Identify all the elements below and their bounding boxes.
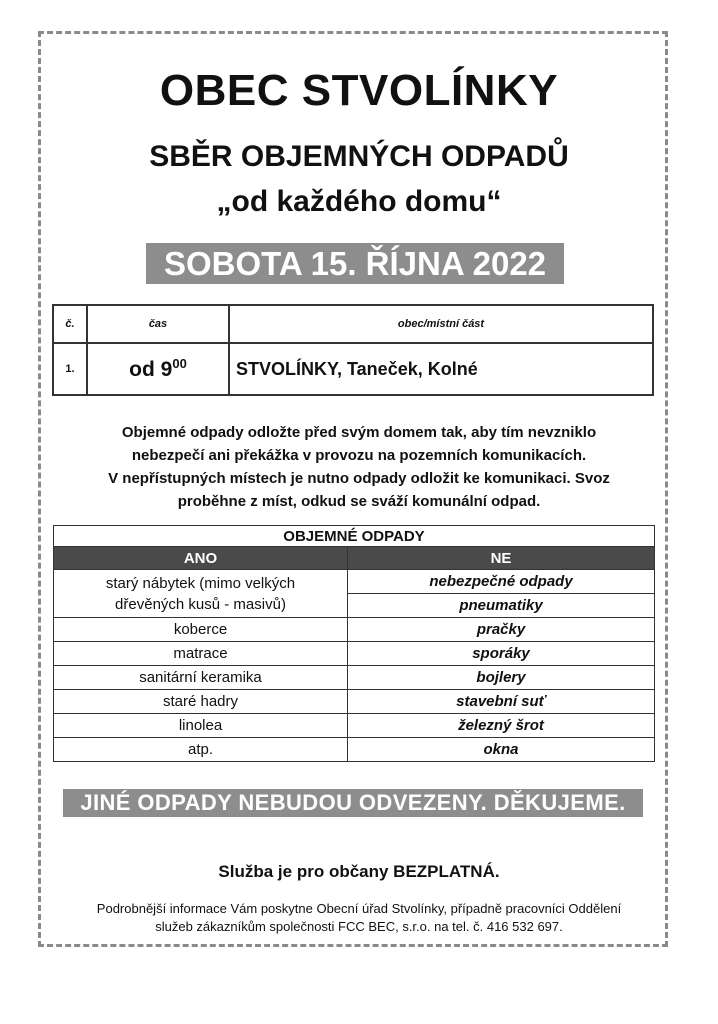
table-row bbox=[54, 714, 655, 738]
no-item: bojlery bbox=[348, 666, 655, 690]
waste-table-caption-row bbox=[54, 526, 655, 547]
no-item: okna bbox=[348, 738, 655, 762]
no-column-header: NE bbox=[348, 547, 655, 570]
waste-table bbox=[53, 525, 655, 762]
yes-item-furniture-line1: starý nábytek (mimo velkých bbox=[105, 574, 296, 592]
no-item: železný šrot bbox=[348, 714, 655, 738]
contact-info bbox=[0, 900, 718, 936]
notice-line: Objemné odpady odložte před svým domem tak, aby tím nevzniklo bbox=[121, 424, 597, 441]
no-item: nebezpečné odpady bbox=[348, 570, 655, 594]
contact-line: Podrobnější informace Vám poskytne Obecní úřad Stvolínky, případně pracovníci Oddělení bbox=[96, 901, 622, 916]
table-row bbox=[54, 690, 655, 714]
yes-column-header: ANO bbox=[54, 547, 348, 570]
table-row bbox=[54, 618, 655, 642]
free-service-text: Služba je pro občany BEZPLATNÁ. bbox=[218, 862, 500, 881]
notice-line: V nepřístupných místech je nutno odpady odložit ke komunikaci. Svoz bbox=[108, 470, 610, 487]
page-subtitle-quote: „od každého domu“ bbox=[216, 185, 502, 218]
notice-line: nebezpečí ani překážka v provozu na pozemních komunikacích. bbox=[131, 447, 587, 464]
yes-item: koberce bbox=[54, 618, 348, 642]
yes-item: staré hadry bbox=[54, 690, 348, 714]
schedule-header-place: obec/místní část bbox=[229, 305, 653, 343]
table-row bbox=[54, 666, 655, 690]
yes-item: matrace bbox=[54, 642, 348, 666]
page-subtitle: SBĚR OBJEMNÝCH ODPADŮ bbox=[149, 140, 569, 173]
schedule-time-minutes: 00 bbox=[172, 356, 187, 371]
yes-item: atp. bbox=[54, 738, 348, 762]
table-row bbox=[54, 570, 655, 594]
schedule-time bbox=[87, 343, 229, 395]
contact-line: služeb zákazníkům společnosti FCC BEC, s.r.o. na tel. č. 416 532 697. bbox=[155, 919, 563, 934]
table-row bbox=[54, 738, 655, 762]
waste-table-caption: OBJEMNÉ ODPADY bbox=[54, 526, 655, 547]
yes-item: linolea bbox=[54, 714, 348, 738]
no-item: pneumatiky bbox=[348, 594, 655, 618]
notice-text bbox=[0, 421, 718, 513]
table-row bbox=[54, 642, 655, 666]
schedule-header-number: č. bbox=[53, 305, 87, 343]
no-item: pračky bbox=[348, 618, 655, 642]
schedule-header-row bbox=[53, 305, 653, 343]
yes-item: sanitární keramika bbox=[54, 666, 348, 690]
schedule-row bbox=[53, 343, 653, 395]
schedule-number: 1. bbox=[53, 343, 87, 395]
page-title: OBEC STVOLÍNKY bbox=[159, 66, 559, 115]
final-banner: JINÉ ODPADY NEBUDOU ODVEZENY. DĚKUJEME. bbox=[63, 789, 643, 817]
no-item: stavební suť bbox=[348, 690, 655, 714]
no-item: sporáky bbox=[348, 642, 655, 666]
yes-item-furniture-line2: dřevěných kusů - masivů) bbox=[115, 595, 286, 613]
schedule-time-hour: od 9 bbox=[129, 358, 173, 381]
waste-table-header-row bbox=[54, 547, 655, 570]
notice-line: proběhne z míst, odkud se sváží komunální odpad. bbox=[177, 493, 541, 510]
date-banner: SOBOTA 15. ŘÍJNA 2022 bbox=[146, 243, 564, 284]
schedule-place: STVOLÍNKY, Taneček, Kolné bbox=[229, 343, 653, 395]
schedule-header-time: čas bbox=[87, 305, 229, 343]
schedule-table bbox=[52, 304, 654, 396]
yes-item-furniture bbox=[54, 570, 348, 618]
